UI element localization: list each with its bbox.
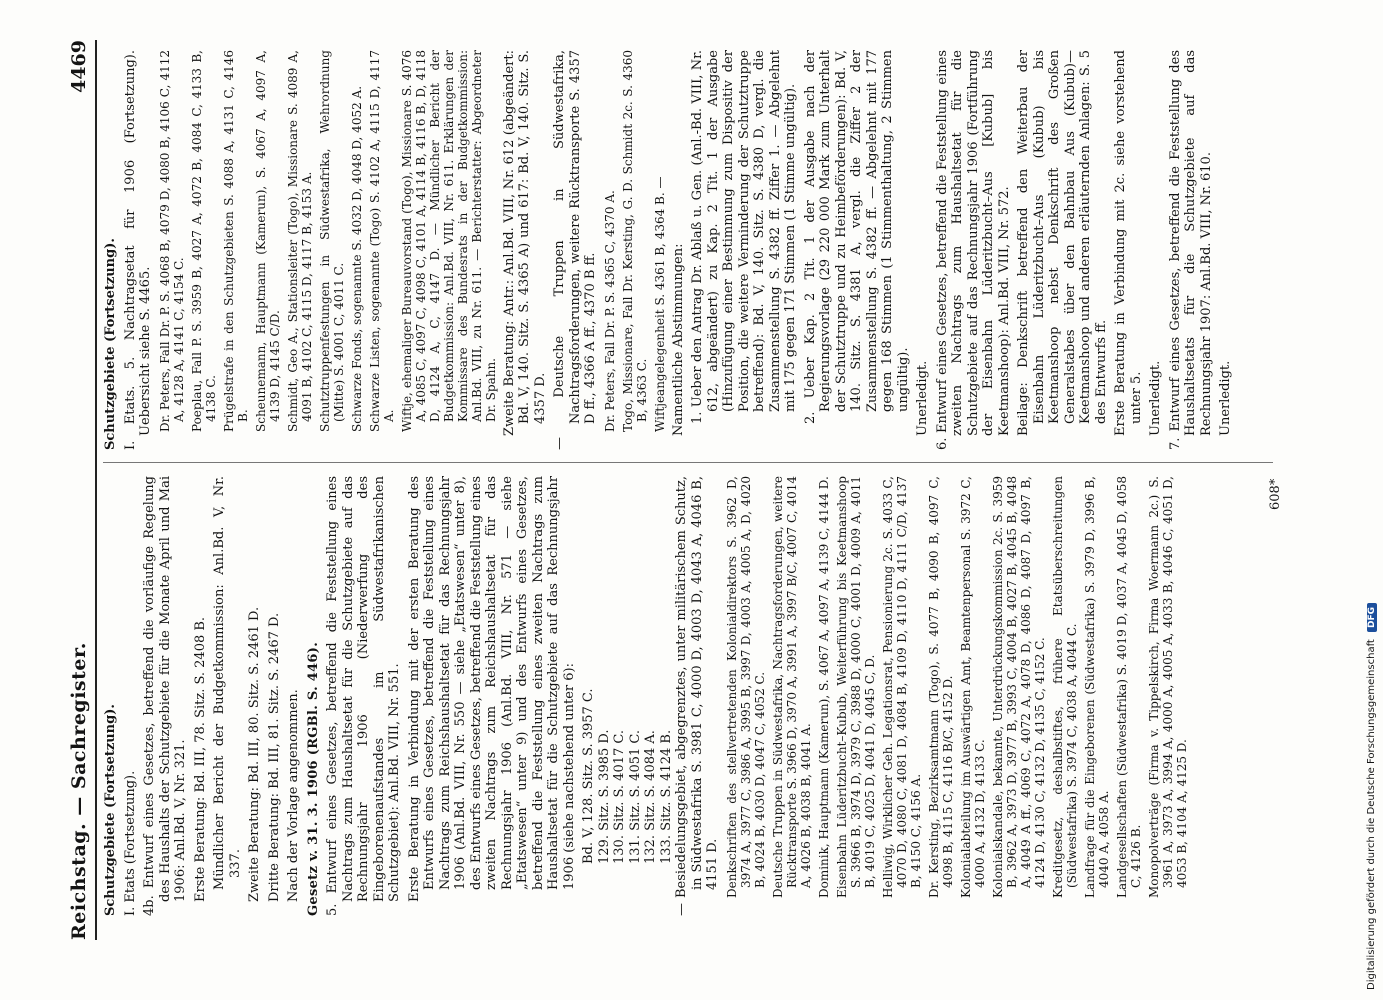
page-header [68, 40, 92, 940]
index-entry: Prügelstrafe in den Schutzgebieten S. 4088 A, 4131 C, 4146 B. [221, 50, 250, 432]
index-entry: Landgesellschaften (Südwestafrika) S. 4019 D, 4037 A, 4045 D, 4058 C, 4126 B. [1114, 476, 1143, 898]
continuation-heading: Schutzgebiete (Fortsetzung). [103, 238, 118, 450]
index-entry: 5. Entwurf eines Gesetzes, betreffend die Feststellung eines Nachtrags zum Haushaltsetat für die Schutzgebiete auf das Rechnungsjahr 1906 (Niederwerfung des Eingeborenenaufstandes im Südwestafrikanischen Schutzgebiet): Anl.Bd. VIII, Nr. 551. [325, 476, 402, 916]
index-entry: Kolonialabteilung im Auswärtigen Amt, Beamtenpersonal S. 3972 C, 4000 A, 4132 D, 4133 C. [958, 476, 987, 898]
index-entry: 132. Sitz. S. 4084 A. [643, 730, 658, 864]
index-entry: Erste Beratung: Bd. III, 78. Sitz. S. 2408 B. [192, 616, 208, 902]
index-entry: Eisenbahn Lüderitzbucht–Kubub, Weiterführung bis Keetmanshoop S. 3966 B, 3974 D, 3979 C, 3988 D, 4000 C, 4001 D, 4009 A, 4011 B, 4019 C, 4025 D, 4041 D, 4045 C, D. [834, 476, 877, 898]
index-entry: 6. Entwurf eines Gesetzes, betreffend die Feststellung eines zweiten Nachtrags zum Haushaltsetat für die Schutzgebiete auf das Rechnungsjahr 1906 (Fortführung der Eisenbahn Lüderitzbucht–Aus [Kubub] bis Keetmanshoop): Anl.Bd. VIII, Nr. 572. [934, 50, 1012, 450]
index-entry: 4b. Entwurf eines Gesetzes, betreffend die vorläufige Regelung des Haushalts der Schutzgebiete für die Monate April und Mai 1906: Anl.Bd. V, Nr. 321. [142, 476, 188, 916]
column-divider [103, 462, 1273, 463]
signature-mark: 608* [1268, 478, 1283, 510]
index-entry: 2. Ueber Kap. 2 Tit. 1 der Ausgabe nach der Regierungsvorlage (29 220 000 Mark zum Unterhalt der Schutztruppe und zu Heimbeförderungen): Bd. V, 140. Sitz. S. 4381 A, vergl. die Ziffer 2 der Zusammenstellung S. 4382 ff. — Abgelehnt mit 177 gegen 168 Stimmen (1 Stimmenthaltung, 2 Stimmen ungültig). [802, 50, 911, 424]
index-entry: Wiftjeangelegenheit S. 4361 B, 4364 B. — [652, 176, 667, 432]
funding-text: Digitalisierung gefördert durch die Deutsche Forschungsgemeinschaft [1366, 639, 1377, 990]
index-entry: Kreditgesetz, deshalbstiftes, frühere Etatsüberschreitungen (Südwestafrika) S. 3974 C, 4038 A, 4044 C. [1050, 476, 1079, 898]
index-entry: Dritte Beratung: Bd. III, 81. Sitz. S. 2467 D. [266, 612, 282, 902]
left-column [103, 476, 1273, 916]
index-entry: Unerledigt. [1218, 360, 1233, 436]
page-number: 4469 [68, 40, 90, 93]
index-entry: 1. Ueber den Antrag Dr. Ablaß u. Gen. (Anl.-Bd. VIII, Nr. 612, abgeändert) zu Kap. 2 Tit. 1 der Ausgabe (Hinzufügung einer Bestimmung zum Dispositiv der Position, die weitere Verminderung der Schutztruppe betreffend): Bd. V, 140. Sitz. S. 4380 D, vergl. die Zusammenstellung S. 4382 ff. Ziffer 1. — Abgelehnt mit 175 gegen 171 Stimmen (1 Stimme ungültig). [690, 50, 798, 424]
index-entry: Schwarze Listen, sogenannte (Togo) S. 4102 A, 4115 D, 4117 A. [367, 50, 396, 432]
index-entry: 130. Sitz. S. 4017 C. [612, 729, 627, 864]
index-entry: 129. Sitz. S. 3985 D. [596, 729, 612, 864]
index-entry: Wiftje, ehemaliger Bureauvorstand (Togo), Missionare S. 4076 A, 4085 C, 4097 C, 4098 C, 4101 A, 4114 B, 4116 B, D, 4118 D, 4124 A, C, 4147 D. — Mündlicher Bericht der Budgetkommission: Anl.Bd. VIII, Nr. 611. Erklärungen der Kommissare des Bundesrats in der Budgetkommission: Anl.Bd. VIII, zu Nr. 611. — Berichterstatter: Abgeordneter Dr. Spahn. [399, 50, 498, 432]
left-entries [123, 476, 1189, 916]
index-entry: I. Etats (Fortsetzung). [122, 770, 138, 916]
index-entry: Zweite Beratung: Antr.: Anl.Bd. VIII, Nr. 612 (abgeändert: Bd. V, 140. Sitz. S. 4365 A) und 617: Bd. V, 140. Sitz. S. 4357 D. [501, 50, 548, 436]
index-entry: Dr. Peters, Fall Dr. P. S. 4365 C, 4370 A. [602, 190, 617, 432]
right-entries [123, 50, 1234, 450]
index-entry: Schwarze Fonds, sogenannte S. 4032 D, 4048 D, 4052 A. [349, 85, 364, 432]
index-entry: Poeplau, Fall P. S. 3959 B, 4027 A, 4072 B, 4084 C, 4133 B, 4138 C. [189, 50, 218, 432]
index-entry: Dr. Peters, Fall Dr. P. S. 4068 B, 4079 D, 4080 B, 4106 C, 4112 A, 4128 A, 4141 C, 4154 C. [157, 50, 186, 432]
index-entry: Helliwig, Wirklicher Geh. Legationsrat, Pensionierung 2c. S. 4033 C, 4070 D, 4080 C, 4081 D, 4084 B, 4109 D, 4110 D, 4111 C/D, 4137 B, 4150 C, 4156 A. [880, 476, 923, 898]
index-entry: Landfrage für die Eingeborenen (Südwestafrika) S. 3979 D, 3996 B, 4040 A, 4058 A. [1082, 476, 1111, 898]
continuation-heading: Schutzgebiete (Fortsetzung). [103, 704, 118, 916]
index-entry: Dominik, Hauptmann (Kamerun), S. 4067 A, 4097 A, 4139 C, 4144 D. [816, 476, 831, 898]
dfg-logo: DFG [1367, 603, 1377, 632]
index-entry: — Deutsche Truppen in Südwestafrika, Nachtragsforderungen, weitere Rücktransporte S. 4357 D ff., 4366 A ff., 4370 B ff. [552, 50, 598, 450]
index-entry: Kolonialskandale, bekannte, Unterdrückungskommission 2c. S. 3959 B, 3962 A, 3973 D, 3977 B, 3993 C, 4004 B, 4027 B, 4045 B, 4048 A, 4049 A ff., 4069 C, 4072 A, 4078 D, 4086 D, 4087 D, 4097 B, 4124 D, 4130 C, 4132 D, 4135 C, 4152 C. [990, 476, 1047, 898]
index-entry: Bd. V, 128. Sitz. S. 3957 C. [581, 688, 596, 864]
index-entry: Dr. Kersting, Bezirksamtmann (Togo), S. 4077 B, 4090 B, 4097 C, 4098 B, 4115 C, 4116 B/C, 4152 D. [926, 476, 955, 898]
index-entry: Beilage: Denkschrift betreffend den Weiterbau der Eisenbahn Lüderitzbucht–Aus (Kubub) bis Keetmanshoop nebst Denkschrift des Großen Generalstabes über den Bahnbau Aus (Kubub)—Keetmanshoop und anderen erläuternden Anlagen: S. 5 des Entwurfs ff. [1016, 50, 1109, 436]
index-entry: 131. Sitz. S. 4051 C. [627, 729, 643, 864]
index-entry: Schutztruppenfestungen in Südwestafrika, Wehrordnung (Mitte) S. 4001 C, 4011 C. [317, 50, 346, 432]
header-rule [95, 40, 97, 940]
funding-note [1366, 10, 1382, 990]
index-entry: Togo, Missionare, Fall Dr. Kersting, G. D. Schmidt 2c. S. 4360 B, 4363 C. [620, 50, 649, 432]
index-entry: Schmidt, Geo A., Stationsleiter (Togo), Missionare S. 4089 A, 4091 B, 4102 C, 4115 D, 4117 B, 4153 A. [285, 50, 314, 432]
index-entry: — Besiedelungsgebiet, abgegrenztes, unter militärischem Schutz, in Südwestafrika S. 3981 C, 4000 D, 4003 D, 4043 A, 4046 B, 4151 D. [674, 476, 720, 916]
index-entry: 7. Entwurf eines Gesetzes, betreffend die Feststellung des Haushaltsetats für die Schutzgebiete auf das Rechnungsjahr 1907: Anl.Bd. VIII, Nr. 610. [1167, 50, 1214, 450]
index-entry: Unerledigt. [915, 360, 930, 436]
index-entry: Denkschriften des stellvertretenden Kolonialdirektors S. 3962 D, 3974 A, 3977 C, 3986 A, 3995 B, 3997 D, 4003 A, 4005 A, D, 4020 B, 4024 B, 4030 D, 4047 C, 4052 C. [724, 476, 767, 898]
index-entry: I. Etats. 5. Nachtragsetat für 1906 (Fortsetzung). Uebersicht siehe S. 4465. [122, 50, 153, 450]
index-entry: Zweite Beratung: Bd. III, 80. Sitz. S. 2461 D. [247, 606, 262, 902]
index-entry: Scheunemann, Hauptmann (Kamerun), S. 4067 A, 4097 A, 4139 D, 4145 C/D. [253, 50, 282, 432]
index-entry: Erste Beratung in Verbindung mit 2c. siehe vorstehend unter 5. [1113, 50, 1144, 436]
right-column [103, 50, 1273, 450]
index-entry: Erste Beratung in Verbindung mit der ersten Beratung des Entwurfs eines Gesetzes, betreffend die Feststellung eines Nachtrags zum Reichshaushaltsetat für das Rechnungsjahr 1906 (Anl.Bd. VIII, Nr. 550 — siehe „Etatswesen“ unter 8), des Entwurfs eines Gesetzes, betreffend die Feststellung eines zweiten Nachtrags zum Reichshaushaltsetat für das Rechnungsjahr 1906 (Anl.Bd. VIII, Nr. 571 — siehe „Etatswesen“ unter 9) und des Entwurfs eines Gesetzes, betreffend die Feststellung eines zweiten Nachtrags zum Haushaltsetat für die Schutzgebiete auf das Rechnungsjahr 1906 (siehe nachstehend unter 6): [406, 476, 577, 902]
index-entry: Gesetz v. 31. 3. 1906 (RGBl. S. 446). [305, 641, 321, 916]
index-entry: Namentliche Abstimmungen: [670, 243, 686, 436]
index-entry: Monopolverträge (Firma v. Tippelskirch, Firma Woermann 2c.) S. 3961 A, 3973 A, 3994 A, 4000 A, 4005 A, 4033 B, 4046 C, 4051 D, 4053 B, 4104 A, 4125 D. [1146, 476, 1189, 898]
index-entry: 133. Sitz. S. 4124 B. [658, 729, 674, 864]
index-entry: Nach der Vorlage angenommen. [286, 689, 301, 902]
index-entry: Deutsche Truppen in Südwestafrika, Nachtragsforderungen, weitere Rücktransporte S. 3966 D, 3970 A, 3991 A, 3997 B/C, 4007 C, 4014 A, 4026 B, 4038 B, 4041 A. [770, 476, 813, 898]
index-entry: Mündlicher Bericht der Budgetkommission: Anl.Bd. V, Nr. 337. [212, 476, 243, 890]
running-title: Reichstag. — Sachregister. [68, 642, 90, 940]
index-entry: Unerledigt. [1148, 360, 1163, 436]
